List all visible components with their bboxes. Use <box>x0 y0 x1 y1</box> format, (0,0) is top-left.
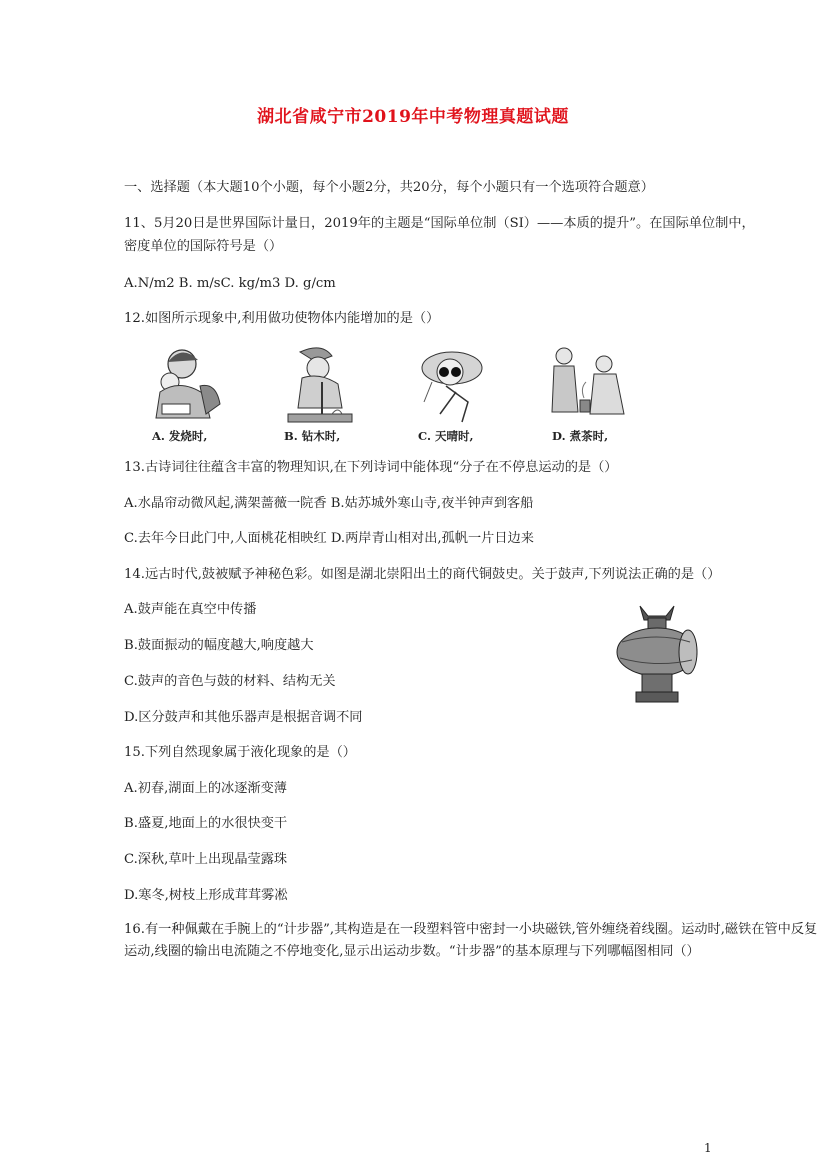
q12-caption-b: B. 钻木时, <box>284 429 341 443</box>
q15-option-b: B.盛夏,地面上的水很快变干 <box>124 816 288 831</box>
q15-option-a: A.初春,湖面上的冰逐渐变薄 <box>124 781 287 796</box>
q12-caption-c: C. 天晴时, <box>418 429 474 443</box>
bronze-drum-image <box>612 602 702 706</box>
drilling-wood-illustration <box>272 342 382 428</box>
q12-figure-a <box>140 342 250 444</box>
boiling-tea-illustration <box>540 342 650 428</box>
page-number: 1 <box>704 1141 712 1155</box>
q16-stem: 16.有一种佩戴在手腕上的“计步器”,其构造是在一段塑料管中密封一小块磁铁,管外缠绕着线圈。运动时,磁铁在管中反复运动,线圈的输出电流随之不停地变化,显示出运动步数。“计步器”的基本原理与下列哪幅图相同（） <box>124 922 818 959</box>
fever-illustration <box>140 342 250 428</box>
page-title: 湖北省咸宁市2019年中考物理真题试题 <box>257 107 569 127</box>
q14-option-c: C.鼓声的音色与鼓的材料、结构无关 <box>124 674 336 689</box>
q13-options-line2: C.去年今日此门中,人面桃花相映红 D.两岸青山相对出,孤帆一片日边来 <box>124 531 534 546</box>
q14-stem: 14.远古时代,鼓被赋予神秘色彩。如图是湖北崇阳出土的商代铜鼓史。关于鼓声,下列说法正确的是（） <box>124 567 721 582</box>
q12-caption-d: D. 煮茶时, <box>552 429 609 443</box>
q12-stem: 12.如图所示现象中,利用做功使物体内能增加的是（） <box>124 311 440 326</box>
q15-option-d: D.寒冬,树枝上形成茸茸雾凇 <box>124 888 288 903</box>
q11-stem-line1: 11、5月20日是世界国际计量日，2019年的主题是“国际单位制（SI）——本质的提升”。在国际单位制中， <box>124 216 755 231</box>
q15-option-c: C.深秋,草叶上出现晶莹露珠 <box>124 852 288 867</box>
q11-options: A.N/m2 B. m/sC. kg/m3 D. g/cm <box>124 276 336 291</box>
sunny-day-illustration <box>406 342 516 428</box>
q13-stem: 13.古诗词往往蕴含丰富的物理知识,在下列诗词中能体现“分子在不停息运动的是（） <box>124 460 618 475</box>
q12-figure-d <box>540 342 650 444</box>
q15-stem: 15.下列自然现象属于液化现象的是（） <box>124 745 356 760</box>
q12-figure-c <box>406 342 516 444</box>
section-heading: 一、选择题（本大题10个小题，每个小题2分，共20分，每个小题只有一个选项符合题意） <box>124 180 654 195</box>
q12-caption-a: A. 发烧时, <box>152 429 208 443</box>
q12-figure-row <box>140 342 660 444</box>
q14-option-b: B.鼓面振动的幅度越大,响度越大 <box>124 638 314 653</box>
q14-option-a: A.鼓声能在真空中传播 <box>124 602 257 617</box>
q13-options-line1: A.水晶帘动微风起,满架蔷薇一院香 B.姑苏城外寒山寺,夜半钟声到客船 <box>124 496 534 511</box>
q11-stem-line2: 密度单位的国际符号是（） <box>124 239 283 254</box>
q14-option-d: D.区分鼓声和其他乐器声是根据音调不同 <box>124 710 363 725</box>
q12-figure-b <box>272 342 382 444</box>
